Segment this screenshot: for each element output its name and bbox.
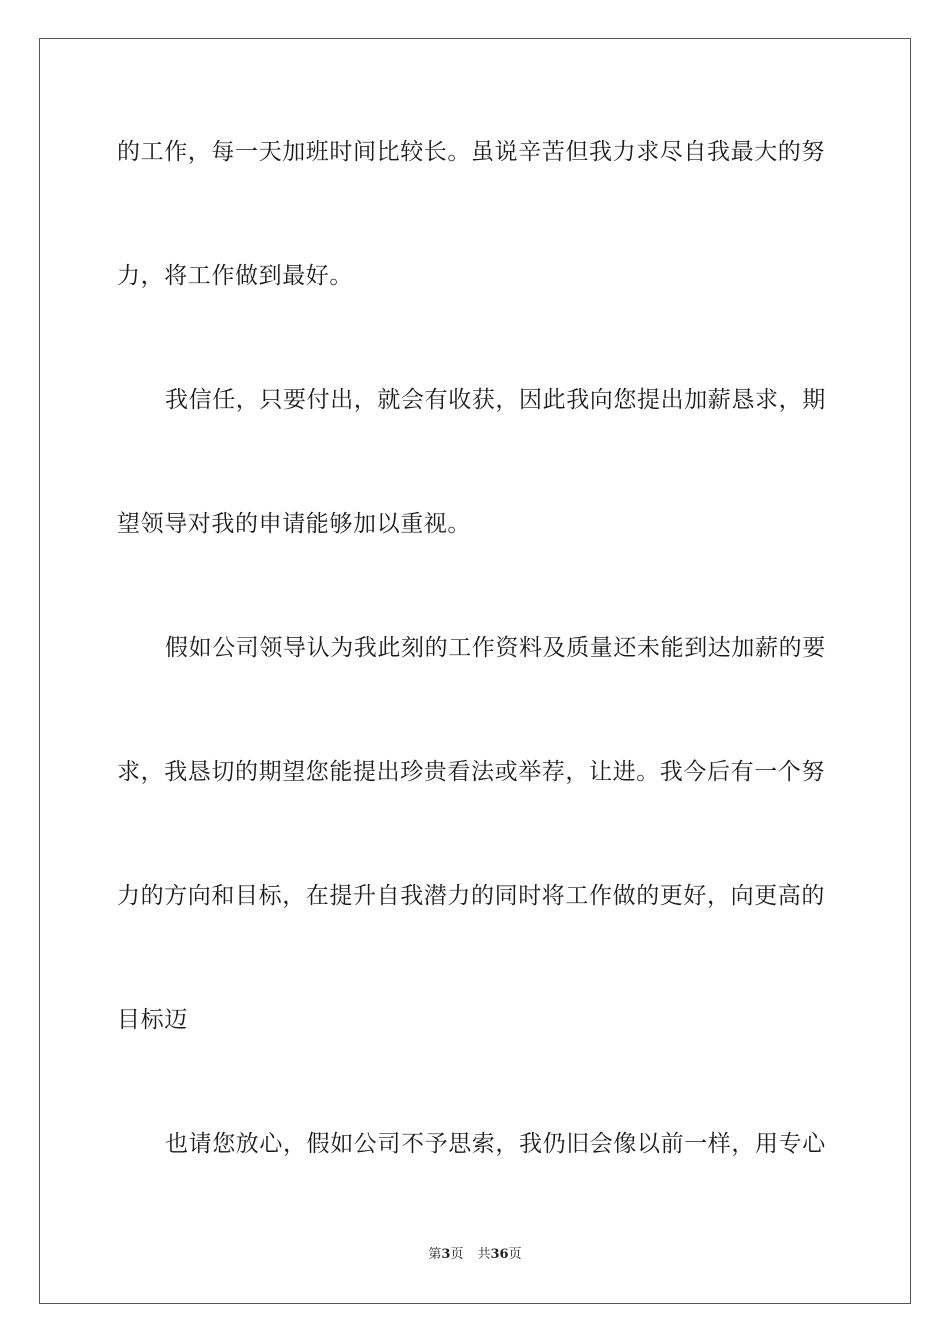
text-line-3: 我信任，只要付出，就会有收获，因此我向您提出加薪恳求，期	[165, 387, 826, 413]
total-suffix: 页	[508, 1247, 522, 1262]
text-line-5: 假如公司领导认为我此刻的工作资料及质量还未能到达加薪的要	[165, 635, 826, 661]
text-line-7: 力的方向和目标，在提升自我潜力的同时将工作做的更好，向更高的	[117, 883, 825, 909]
text-line-1: 的工作，每一天加班时间比较长。虽说辛苦但我力求尽自我最大的努	[117, 139, 825, 165]
page-border	[39, 38, 911, 1304]
text-line-4: 望领导对我的申请能够加以重视。	[117, 511, 471, 537]
text-line-2: 力，将工作做到最好。	[117, 263, 353, 289]
text-line-8: 目标迈	[117, 1007, 188, 1033]
current-page-number: 3	[441, 1247, 451, 1262]
total-page-count: 36	[490, 1247, 509, 1262]
total-prefix: 共	[477, 1247, 491, 1262]
text-line-9: 也请您放心，假如公司不予思索，我仍旧会像以前一样，用专心	[165, 1131, 826, 1157]
page-suffix: 页	[450, 1247, 464, 1262]
page-footer	[0, 1246, 950, 1264]
page-prefix: 第	[428, 1247, 442, 1262]
text-line-6: 求，我恳切的期望您能提出珍贵看法或举荐，让进。我今后有一个努	[117, 759, 825, 785]
